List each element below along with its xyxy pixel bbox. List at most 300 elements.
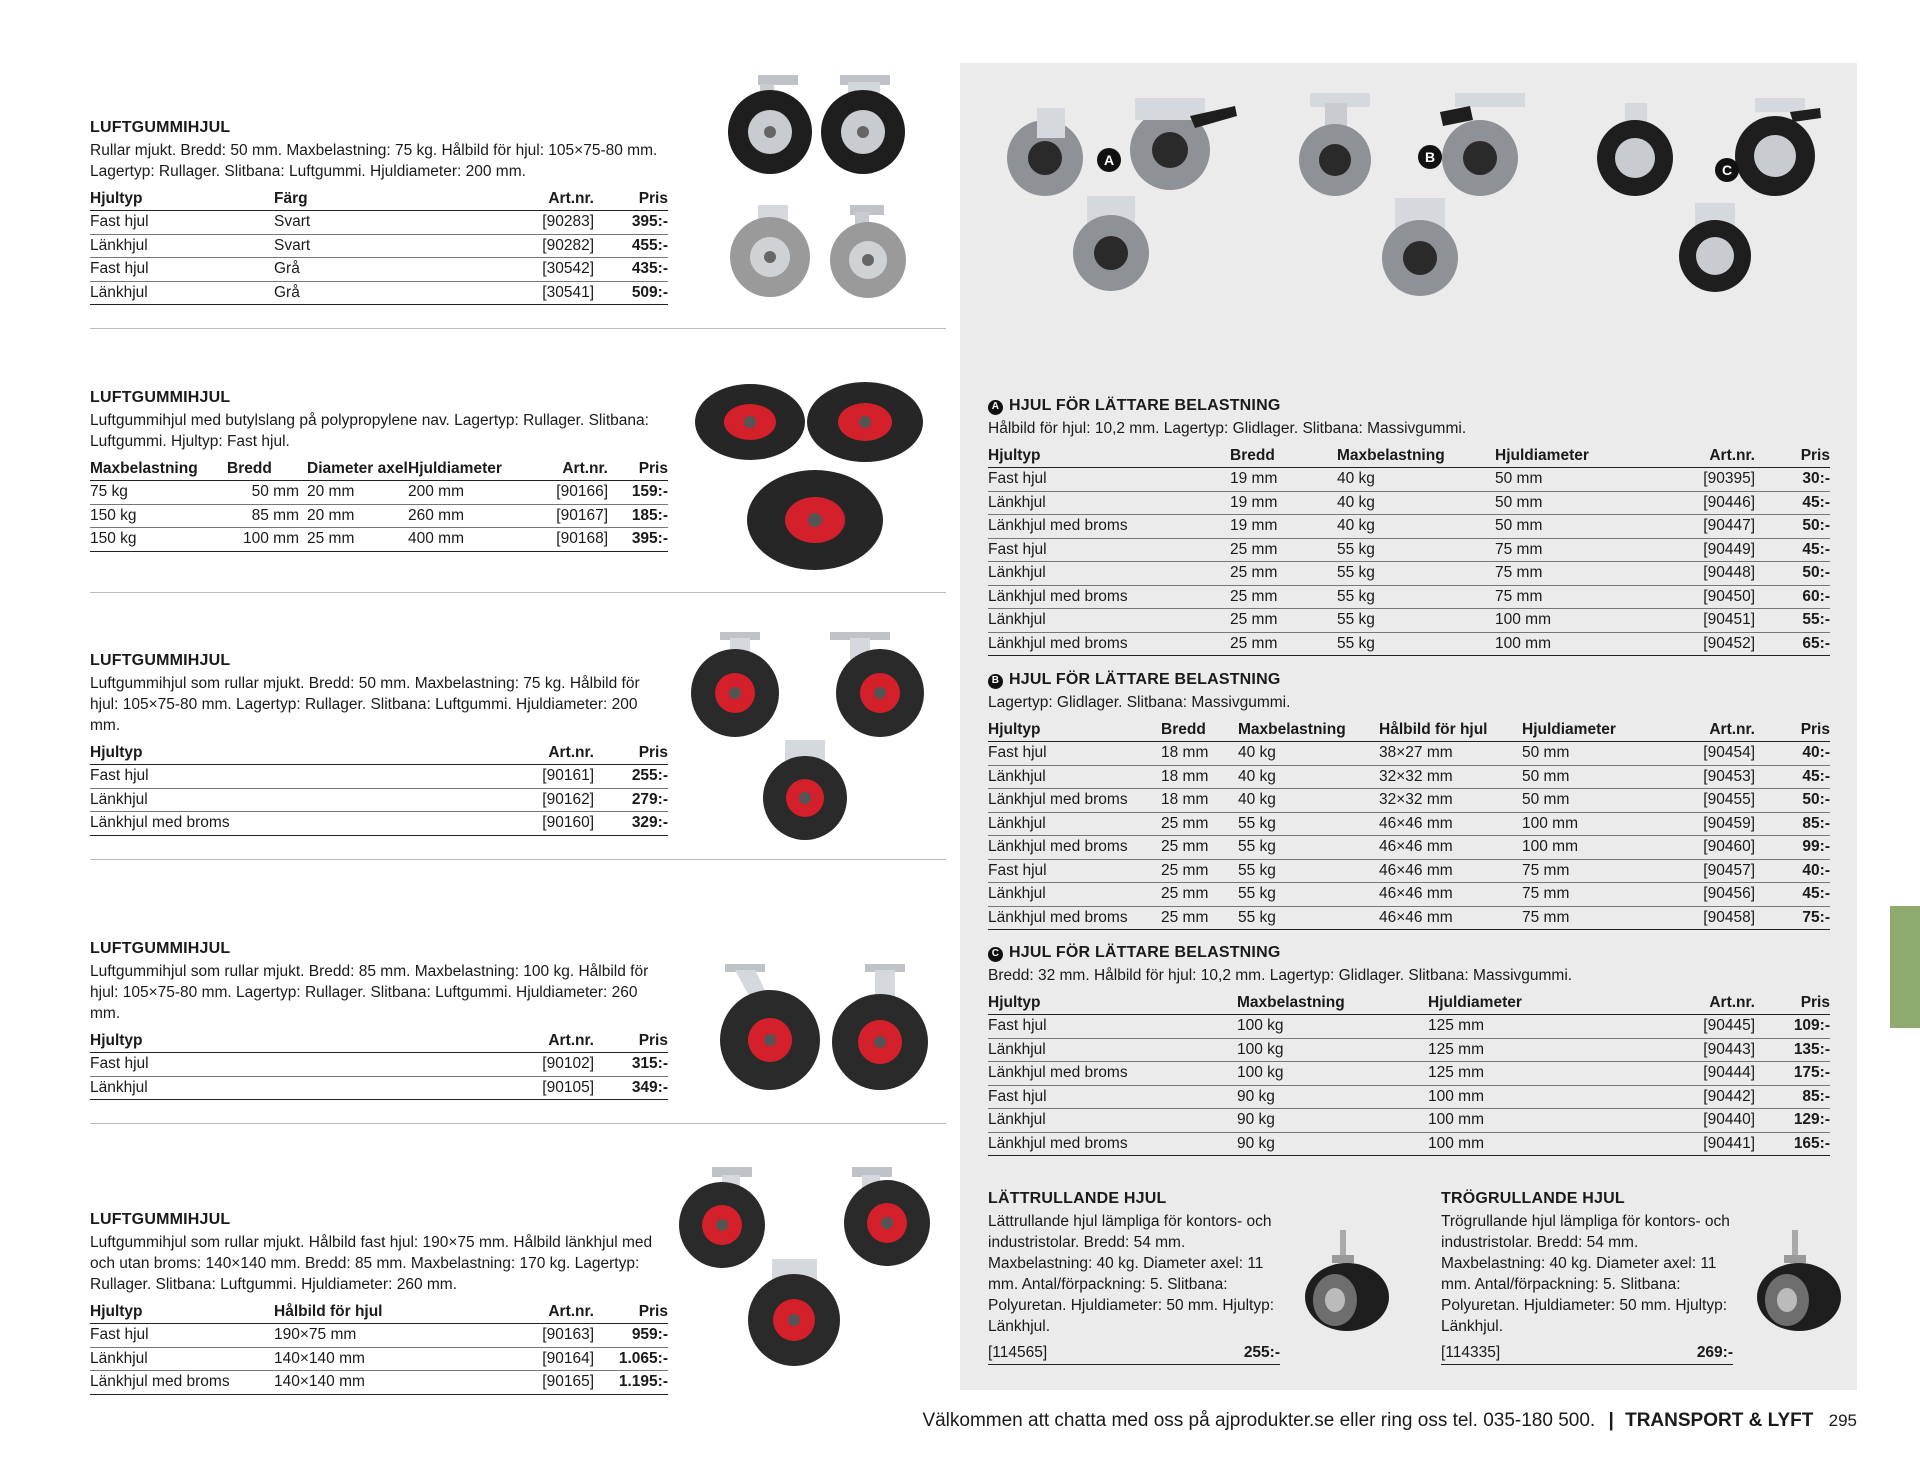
divider bbox=[90, 592, 946, 593]
section-description: Luftgummihjul med butylslang på polypropylene nav. Lagertyp: Rullager. Slitbana: Luftgummi. Hjultyp: Fast hjul. bbox=[90, 412, 649, 450]
marker-c-badge: C bbox=[988, 947, 1003, 962]
col-header: Hjultyp bbox=[90, 1030, 454, 1053]
marker-b: B bbox=[1418, 145, 1442, 169]
price-table bbox=[90, 188, 668, 305]
chair-wheel-heavy bbox=[1441, 1189, 1733, 1365]
cell: [90161] bbox=[454, 765, 594, 789]
col-header: Hjultyp bbox=[988, 719, 1161, 742]
table-row bbox=[90, 281, 668, 305]
caster-photo-black-grey bbox=[720, 72, 920, 312]
price-cell: 435:- bbox=[594, 258, 668, 282]
price-cell: 315:- bbox=[594, 1053, 668, 1077]
cell: [90283] bbox=[454, 211, 594, 235]
cell: Fast hjul bbox=[90, 765, 454, 789]
cell: 400 mm bbox=[408, 528, 528, 552]
cell: 18 mm bbox=[1161, 765, 1238, 789]
table-row bbox=[988, 1341, 1280, 1365]
section-description: Trögrullande hjul lämpliga för kontors- och industristolar. Bredd: 54 mm. Maxbelastning: 40 kg. Diameter axel: 11 mm. Antal/förpackning: 5. Slitbana: Polyuretan. Hjuldiameter: 50 mm. Hjultyp: Länkhjul. bbox=[1441, 1213, 1730, 1335]
cell: 100 mm bbox=[1428, 1132, 1598, 1156]
table-row bbox=[90, 211, 668, 235]
cell: 19 mm bbox=[1230, 515, 1337, 539]
table-row bbox=[988, 836, 1830, 860]
cell: 50 mm bbox=[1522, 765, 1650, 789]
cell: Länkhjul med broms bbox=[988, 1062, 1237, 1086]
col-header: Hjultyp bbox=[90, 1301, 274, 1324]
section-description: Lättrullande hjul lämpliga för kontors- och industristolar. Bredd: 54 mm. Maxbelastning: 40 kg. Diameter axel: 11 mm. Antal/förpackning: 5. Slitbana: Polyuretan. Hjuldiameter: 50 mm. Hjultyp: Länkhjul. bbox=[988, 1213, 1275, 1335]
cell: Grå bbox=[274, 258, 454, 282]
price-table bbox=[988, 992, 1830, 1156]
cell: 100 kg bbox=[1237, 1015, 1428, 1039]
cell: [90443] bbox=[1598, 1038, 1755, 1062]
cell: [90167] bbox=[528, 504, 608, 528]
cell: 55 kg bbox=[1238, 836, 1379, 860]
cell: [30541] bbox=[454, 281, 594, 305]
cell: 19 mm bbox=[1230, 491, 1337, 515]
col-header: Pris bbox=[594, 1301, 668, 1324]
cell: Länkhjul bbox=[988, 883, 1161, 907]
table-row bbox=[90, 528, 668, 552]
section-title-text: HJUL FÖR LÄTTARE BELASTNING bbox=[1009, 397, 1281, 414]
chapter-tab bbox=[1890, 906, 1920, 1028]
cell: Svart bbox=[274, 234, 454, 258]
cell: 150 kg bbox=[90, 528, 227, 552]
col-header: Hjultyp bbox=[988, 445, 1230, 468]
cell: 55 kg bbox=[1238, 812, 1379, 836]
price-cell: 40:- bbox=[1755, 859, 1830, 883]
cell: Länkhjul med broms bbox=[988, 1132, 1237, 1156]
col-header: Hjultyp bbox=[988, 992, 1237, 1015]
cell: 85 mm bbox=[227, 504, 299, 528]
col-header: Art.nr. bbox=[454, 742, 594, 765]
price-cell: 50:- bbox=[1755, 515, 1830, 539]
col-header: Art.nr. bbox=[1598, 992, 1755, 1015]
price-cell: 50:- bbox=[1755, 562, 1830, 586]
cell: 55 kg bbox=[1337, 538, 1495, 562]
cell: [90164] bbox=[454, 1347, 594, 1371]
cell: 40 kg bbox=[1337, 491, 1495, 515]
table-row bbox=[988, 812, 1830, 836]
table-row bbox=[988, 491, 1830, 515]
price-cell: 50:- bbox=[1755, 789, 1830, 813]
cell: 90 kg bbox=[1237, 1085, 1428, 1109]
col-header: Art.nr. bbox=[528, 458, 608, 481]
cell: 75 mm bbox=[1522, 906, 1650, 930]
section-title-text: HJUL FÖR LÄTTARE BELASTNING bbox=[1009, 671, 1281, 688]
price-cell: 45:- bbox=[1755, 883, 1830, 907]
cell: [90456] bbox=[1650, 883, 1755, 907]
cell: [90162] bbox=[454, 788, 594, 812]
cell: [30542] bbox=[454, 258, 594, 282]
table-row bbox=[988, 632, 1830, 656]
cell: 20 mm bbox=[299, 504, 408, 528]
product-section-4 bbox=[90, 939, 668, 1100]
cell: [90395] bbox=[1625, 468, 1755, 492]
price-table bbox=[988, 1341, 1280, 1365]
cell: 150 kg bbox=[90, 504, 227, 528]
cell: 100 mm bbox=[227, 528, 299, 552]
cell: 40 kg bbox=[1238, 789, 1379, 813]
col-header: Maxbelastning bbox=[90, 458, 227, 481]
cell: [90441] bbox=[1598, 1132, 1755, 1156]
price-cell: 85:- bbox=[1755, 1085, 1830, 1109]
red-rim-caster-photo bbox=[695, 960, 945, 1105]
table-row bbox=[988, 585, 1830, 609]
pneumatic-wheel-photo bbox=[690, 380, 950, 585]
cell: 25 mm bbox=[1161, 859, 1238, 883]
col-header: Hjuldiameter bbox=[408, 458, 528, 481]
cell: 100 kg bbox=[1237, 1038, 1428, 1062]
price-cell: 159:- bbox=[608, 481, 668, 505]
section-description: Luftgummihjul som rullar mjukt. Bredd: 85 mm. Maxbelastning: 100 kg. Hålbild för hjul: 105×75-80 mm. Lagertyp: Rullager. Slitbana: Luftgummi. Hjuldiameter: 260 mm. bbox=[90, 963, 649, 1022]
cell: 125 mm bbox=[1428, 1062, 1598, 1086]
table-row bbox=[90, 504, 668, 528]
col-header: Hjuldiameter bbox=[1428, 992, 1598, 1015]
cell: Fast hjul bbox=[90, 1324, 274, 1348]
price-cell: 509:- bbox=[594, 281, 668, 305]
cell: 50 mm bbox=[1522, 742, 1650, 766]
cell: 46×46 mm bbox=[1379, 859, 1522, 883]
chair-wheel-easy bbox=[988, 1189, 1280, 1365]
cell: 25 mm bbox=[299, 528, 408, 552]
cell: 25 mm bbox=[1230, 538, 1337, 562]
chair-caster-photo bbox=[1300, 1225, 1395, 1340]
cell: 19 mm bbox=[1230, 468, 1337, 492]
price-cell: 99:- bbox=[1755, 836, 1830, 860]
cell: 25 mm bbox=[1161, 836, 1238, 860]
cell: Länkhjul med broms bbox=[988, 585, 1230, 609]
col-header: Pris bbox=[594, 188, 668, 211]
cell: 50 mm bbox=[1495, 468, 1625, 492]
cell: [90454] bbox=[1650, 742, 1755, 766]
table-row bbox=[988, 1132, 1830, 1156]
cell: [90449] bbox=[1625, 538, 1755, 562]
cell: 100 mm bbox=[1428, 1085, 1598, 1109]
price-cell: 135:- bbox=[1755, 1038, 1830, 1062]
table-row bbox=[90, 481, 668, 505]
red-rim-caster-photo bbox=[680, 628, 940, 853]
col-header: Art.nr. bbox=[454, 1301, 594, 1324]
table-row bbox=[90, 1347, 668, 1371]
page-footer bbox=[0, 1410, 1857, 1432]
footer-text: Välkommen att chatta med oss på ajprodukter.se eller ring oss tel. 035-180 500. bbox=[922, 1410, 1596, 1431]
cell: [90457] bbox=[1650, 859, 1755, 883]
product-section-2 bbox=[90, 388, 668, 552]
cell: Länkhjul bbox=[90, 234, 274, 258]
col-header: Art.nr. bbox=[454, 188, 594, 211]
page-number: 295 bbox=[1828, 1411, 1857, 1430]
section-title: LUFTGUMMIHJUL bbox=[90, 119, 231, 136]
col-header: Hjuldiameter bbox=[1522, 719, 1650, 742]
cell: 25 mm bbox=[1230, 585, 1337, 609]
col-header: Hjultyp bbox=[90, 188, 274, 211]
cell: 75 mm bbox=[1495, 538, 1625, 562]
section-title: LUFTGUMMIHJUL bbox=[90, 940, 231, 957]
cell: 50 mm bbox=[227, 481, 299, 505]
cell: 100 mm bbox=[1495, 632, 1625, 656]
table-row bbox=[90, 234, 668, 258]
cell: Fast hjul bbox=[988, 538, 1230, 562]
price-cell: 329:- bbox=[594, 812, 668, 836]
cell: 55 kg bbox=[1337, 609, 1495, 633]
price-cell: 279:- bbox=[594, 788, 668, 812]
chair-caster-photo bbox=[1752, 1225, 1847, 1340]
price-cell: 75:- bbox=[1755, 906, 1830, 930]
cell: 20 mm bbox=[299, 481, 408, 505]
section-title: LUFTGUMMIHJUL bbox=[90, 652, 231, 669]
red-rim-caster-photo bbox=[672, 1165, 942, 1380]
table-row bbox=[1441, 1341, 1733, 1365]
product-section-1 bbox=[90, 118, 668, 305]
col-header: Bredd bbox=[1161, 719, 1238, 742]
price-cell: 45:- bbox=[1755, 491, 1830, 515]
cell: [114335] bbox=[1441, 1341, 1622, 1365]
cell: 75 mm bbox=[1495, 585, 1625, 609]
col-header: Pris bbox=[594, 742, 668, 765]
cell: [90453] bbox=[1650, 765, 1755, 789]
cell: [90282] bbox=[454, 234, 594, 258]
col-header: Maxbelastning bbox=[1237, 992, 1428, 1015]
marker-a: A bbox=[1097, 148, 1121, 172]
table-row bbox=[90, 765, 668, 789]
col-header: Bredd bbox=[1230, 445, 1337, 468]
table-row bbox=[988, 1015, 1830, 1039]
col-header: Maxbelastning bbox=[1337, 445, 1495, 468]
table-row bbox=[988, 468, 1830, 492]
divider bbox=[90, 859, 946, 860]
cell: Fast hjul bbox=[90, 211, 274, 235]
cell: Länkhjul med broms bbox=[988, 632, 1230, 656]
cell: [90163] bbox=[454, 1324, 594, 1348]
table-row bbox=[90, 1076, 668, 1100]
cell: [90459] bbox=[1650, 812, 1755, 836]
cell: [90444] bbox=[1598, 1062, 1755, 1086]
divider bbox=[90, 328, 946, 329]
cell: 100 mm bbox=[1428, 1109, 1598, 1133]
cell: 25 mm bbox=[1230, 609, 1337, 633]
price-table bbox=[90, 1301, 668, 1395]
cell: 140×140 mm bbox=[274, 1371, 454, 1395]
col-header: Hålbild för hjul bbox=[1379, 719, 1522, 742]
cell: Länkhjul bbox=[90, 788, 454, 812]
price-cell: 255:- bbox=[594, 765, 668, 789]
cell: 55 kg bbox=[1337, 585, 1495, 609]
price-table bbox=[90, 1030, 668, 1100]
cell: Fast hjul bbox=[988, 742, 1161, 766]
price-cell: 349:- bbox=[594, 1076, 668, 1100]
price-cell: 85:- bbox=[1755, 812, 1830, 836]
price-cell: 1.065:- bbox=[594, 1347, 668, 1371]
section-description: Luftgummihjul som rullar mjukt. Hålbild fast hjul: 190×75 mm. Hålbild länkhjul med och utan broms: 140×140 mm. Bredd: 85 mm. Maxbelastning: 170 kg. Lagertyp: Rullager. Slitbana: Luftgummi. Hjuldiameter: 260 mm. bbox=[90, 1234, 653, 1293]
table-row bbox=[988, 562, 1830, 586]
cell: 75 mm bbox=[1522, 859, 1650, 883]
cell: 25 mm bbox=[1230, 562, 1337, 586]
footer-divider: | bbox=[1608, 1410, 1614, 1431]
cell: Länkhjul bbox=[988, 1038, 1237, 1062]
cell: 55 kg bbox=[1238, 883, 1379, 907]
cell: [90448] bbox=[1625, 562, 1755, 586]
cell: [90447] bbox=[1625, 515, 1755, 539]
cell: 75 mm bbox=[1495, 562, 1625, 586]
section-title-text: HJUL FÖR LÄTTARE BELASTNING bbox=[1009, 944, 1281, 961]
footer-section: TRANSPORT & LYFT bbox=[1625, 1410, 1814, 1431]
light-caster-photos bbox=[985, 88, 1845, 323]
col-header: Art.nr. bbox=[454, 1030, 594, 1053]
col-header: Pris bbox=[1755, 445, 1830, 468]
section-description: Luftgummihjul som rullar mjukt. Bredd: 50 mm. Maxbelastning: 75 kg. Hålbild för hjul: 105×75-80 mm. Lagertyp: Rullager. Slitbana: Luftgummi. Hjuldiameter: 200 mm. bbox=[90, 675, 640, 734]
cell: [90160] bbox=[454, 812, 594, 836]
cell: [90440] bbox=[1598, 1109, 1755, 1133]
cell: 140×140 mm bbox=[274, 1347, 454, 1371]
table-row bbox=[988, 1062, 1830, 1086]
cell: 25 mm bbox=[1161, 812, 1238, 836]
cell: [90452] bbox=[1625, 632, 1755, 656]
price-table bbox=[90, 742, 668, 836]
price-table bbox=[988, 719, 1830, 930]
cell: 100 kg bbox=[1237, 1062, 1428, 1086]
cell: 46×46 mm bbox=[1379, 906, 1522, 930]
cell: 55 kg bbox=[1238, 906, 1379, 930]
cell: Länkhjul bbox=[90, 1076, 454, 1100]
cell: [90455] bbox=[1650, 789, 1755, 813]
cell: Länkhjul med broms bbox=[988, 515, 1230, 539]
table-row bbox=[988, 742, 1830, 766]
section-description: Rullar mjukt. Bredd: 50 mm. Maxbelastning: 75 kg. Hålbild för hjul: 105×75-80 mm. Lagertyp: Rullager. Slitbana: Luftgummi. Hjuldiameter: 200 mm. bbox=[90, 142, 658, 180]
cell: [90451] bbox=[1625, 609, 1755, 633]
cell: Länkhjul med broms bbox=[988, 789, 1161, 813]
section-title: TRÖGRULLANDE HJUL bbox=[1441, 1190, 1625, 1207]
table-row bbox=[988, 1038, 1830, 1062]
table-row bbox=[90, 812, 668, 836]
cell: 55 kg bbox=[1337, 632, 1495, 656]
col-header: Pris bbox=[608, 458, 668, 481]
cell: Fast hjul bbox=[90, 258, 274, 282]
marker-c: C bbox=[1715, 158, 1739, 182]
price-cell: 1.195:- bbox=[594, 1371, 668, 1395]
price-table bbox=[90, 458, 668, 552]
product-section-a bbox=[988, 396, 1830, 656]
col-header: Pris bbox=[1755, 992, 1830, 1015]
cell: 55 kg bbox=[1337, 562, 1495, 586]
col-header: Pris bbox=[594, 1030, 668, 1053]
cell: 46×46 mm bbox=[1379, 812, 1522, 836]
cell: 32×32 mm bbox=[1379, 789, 1522, 813]
cell: 125 mm bbox=[1428, 1038, 1598, 1062]
cell: 90 kg bbox=[1237, 1132, 1428, 1156]
price-cell: 30:- bbox=[1755, 468, 1830, 492]
price-cell: 45:- bbox=[1755, 538, 1830, 562]
table-row bbox=[988, 609, 1830, 633]
cell: 40 kg bbox=[1238, 742, 1379, 766]
cell: Fast hjul bbox=[988, 859, 1161, 883]
section-title: LÄTTRULLANDE HJUL bbox=[988, 1190, 1167, 1207]
cell: Fast hjul bbox=[988, 468, 1230, 492]
cell: [90105] bbox=[454, 1076, 594, 1100]
cell: [90445] bbox=[1598, 1015, 1755, 1039]
table-row bbox=[90, 1324, 668, 1348]
price-cell: 129:- bbox=[1755, 1109, 1830, 1133]
cell: 18 mm bbox=[1161, 742, 1238, 766]
cell: 200 mm bbox=[408, 481, 528, 505]
price-cell: 959:- bbox=[594, 1324, 668, 1348]
price-cell: 60:- bbox=[1755, 585, 1830, 609]
cell: 25 mm bbox=[1230, 632, 1337, 656]
cell: 90 kg bbox=[1237, 1109, 1428, 1133]
product-section-b bbox=[988, 670, 1830, 930]
section-title: LUFTGUMMIHJUL bbox=[90, 1211, 231, 1228]
cell: Svart bbox=[274, 211, 454, 235]
cell: 55 kg bbox=[1238, 859, 1379, 883]
cell: Fast hjul bbox=[988, 1085, 1237, 1109]
cell: Länkhjul bbox=[988, 491, 1230, 515]
table-row bbox=[988, 906, 1830, 930]
price-cell: 40:- bbox=[1755, 742, 1830, 766]
cell: 100 mm bbox=[1495, 609, 1625, 633]
cell: [90446] bbox=[1625, 491, 1755, 515]
cell: Länkhjul med broms bbox=[988, 906, 1161, 930]
cell: 50 mm bbox=[1495, 491, 1625, 515]
price-cell: 255:- bbox=[1169, 1341, 1280, 1365]
cell: Fast hjul bbox=[988, 1015, 1237, 1039]
cell: Länkhjul bbox=[988, 609, 1230, 633]
col-header: Maxbelastning bbox=[1238, 719, 1379, 742]
cell: 75 mm bbox=[1522, 883, 1650, 907]
cell: [90450] bbox=[1625, 585, 1755, 609]
cell: Länkhjul med broms bbox=[90, 812, 454, 836]
cell: 50 mm bbox=[1495, 515, 1625, 539]
cell: 46×46 mm bbox=[1379, 883, 1522, 907]
cell: [90458] bbox=[1650, 906, 1755, 930]
price-cell: 65:- bbox=[1755, 632, 1830, 656]
section-description: Bredd: 32 mm. Hålbild för hjul: 10,2 mm. Lagertyp: Glidlager. Slitbana: Massivgummi. bbox=[988, 967, 1573, 984]
cell: 260 mm bbox=[408, 504, 528, 528]
section-title bbox=[988, 670, 1830, 690]
section-title: LUFTGUMMIHJUL bbox=[90, 389, 231, 406]
cell: Länkhjul med broms bbox=[90, 1371, 274, 1395]
cell: [90442] bbox=[1598, 1085, 1755, 1109]
price-cell: 455:- bbox=[594, 234, 668, 258]
price-cell: 269:- bbox=[1622, 1341, 1733, 1365]
cell: 25 mm bbox=[1161, 883, 1238, 907]
col-header: Diameter axel bbox=[299, 458, 408, 481]
table-row bbox=[988, 1109, 1830, 1133]
cell: Länkhjul bbox=[988, 1109, 1237, 1133]
cell: [90102] bbox=[454, 1053, 594, 1077]
price-cell: 55:- bbox=[1755, 609, 1830, 633]
price-table bbox=[1441, 1341, 1733, 1365]
price-cell: 45:- bbox=[1755, 765, 1830, 789]
table-row bbox=[988, 789, 1830, 813]
marker-b-badge: B bbox=[988, 674, 1003, 689]
cell: 100 mm bbox=[1522, 836, 1650, 860]
cell: 75 kg bbox=[90, 481, 227, 505]
product-section-5 bbox=[90, 1210, 668, 1395]
table-row bbox=[90, 258, 668, 282]
cell: 38×27 mm bbox=[1379, 742, 1522, 766]
cell: 46×46 mm bbox=[1379, 836, 1522, 860]
price-cell: 175:- bbox=[1755, 1062, 1830, 1086]
cell: Grå bbox=[274, 281, 454, 305]
table-row bbox=[90, 1053, 668, 1077]
table-row bbox=[988, 1085, 1830, 1109]
cell: 125 mm bbox=[1428, 1015, 1598, 1039]
table-row bbox=[90, 788, 668, 812]
cell: Länkhjul bbox=[988, 812, 1161, 836]
product-section-c bbox=[988, 943, 1830, 1156]
cell: Länkhjul bbox=[90, 1347, 274, 1371]
cell: [90166] bbox=[528, 481, 608, 505]
cell: 32×32 mm bbox=[1379, 765, 1522, 789]
table-row bbox=[90, 1371, 668, 1395]
